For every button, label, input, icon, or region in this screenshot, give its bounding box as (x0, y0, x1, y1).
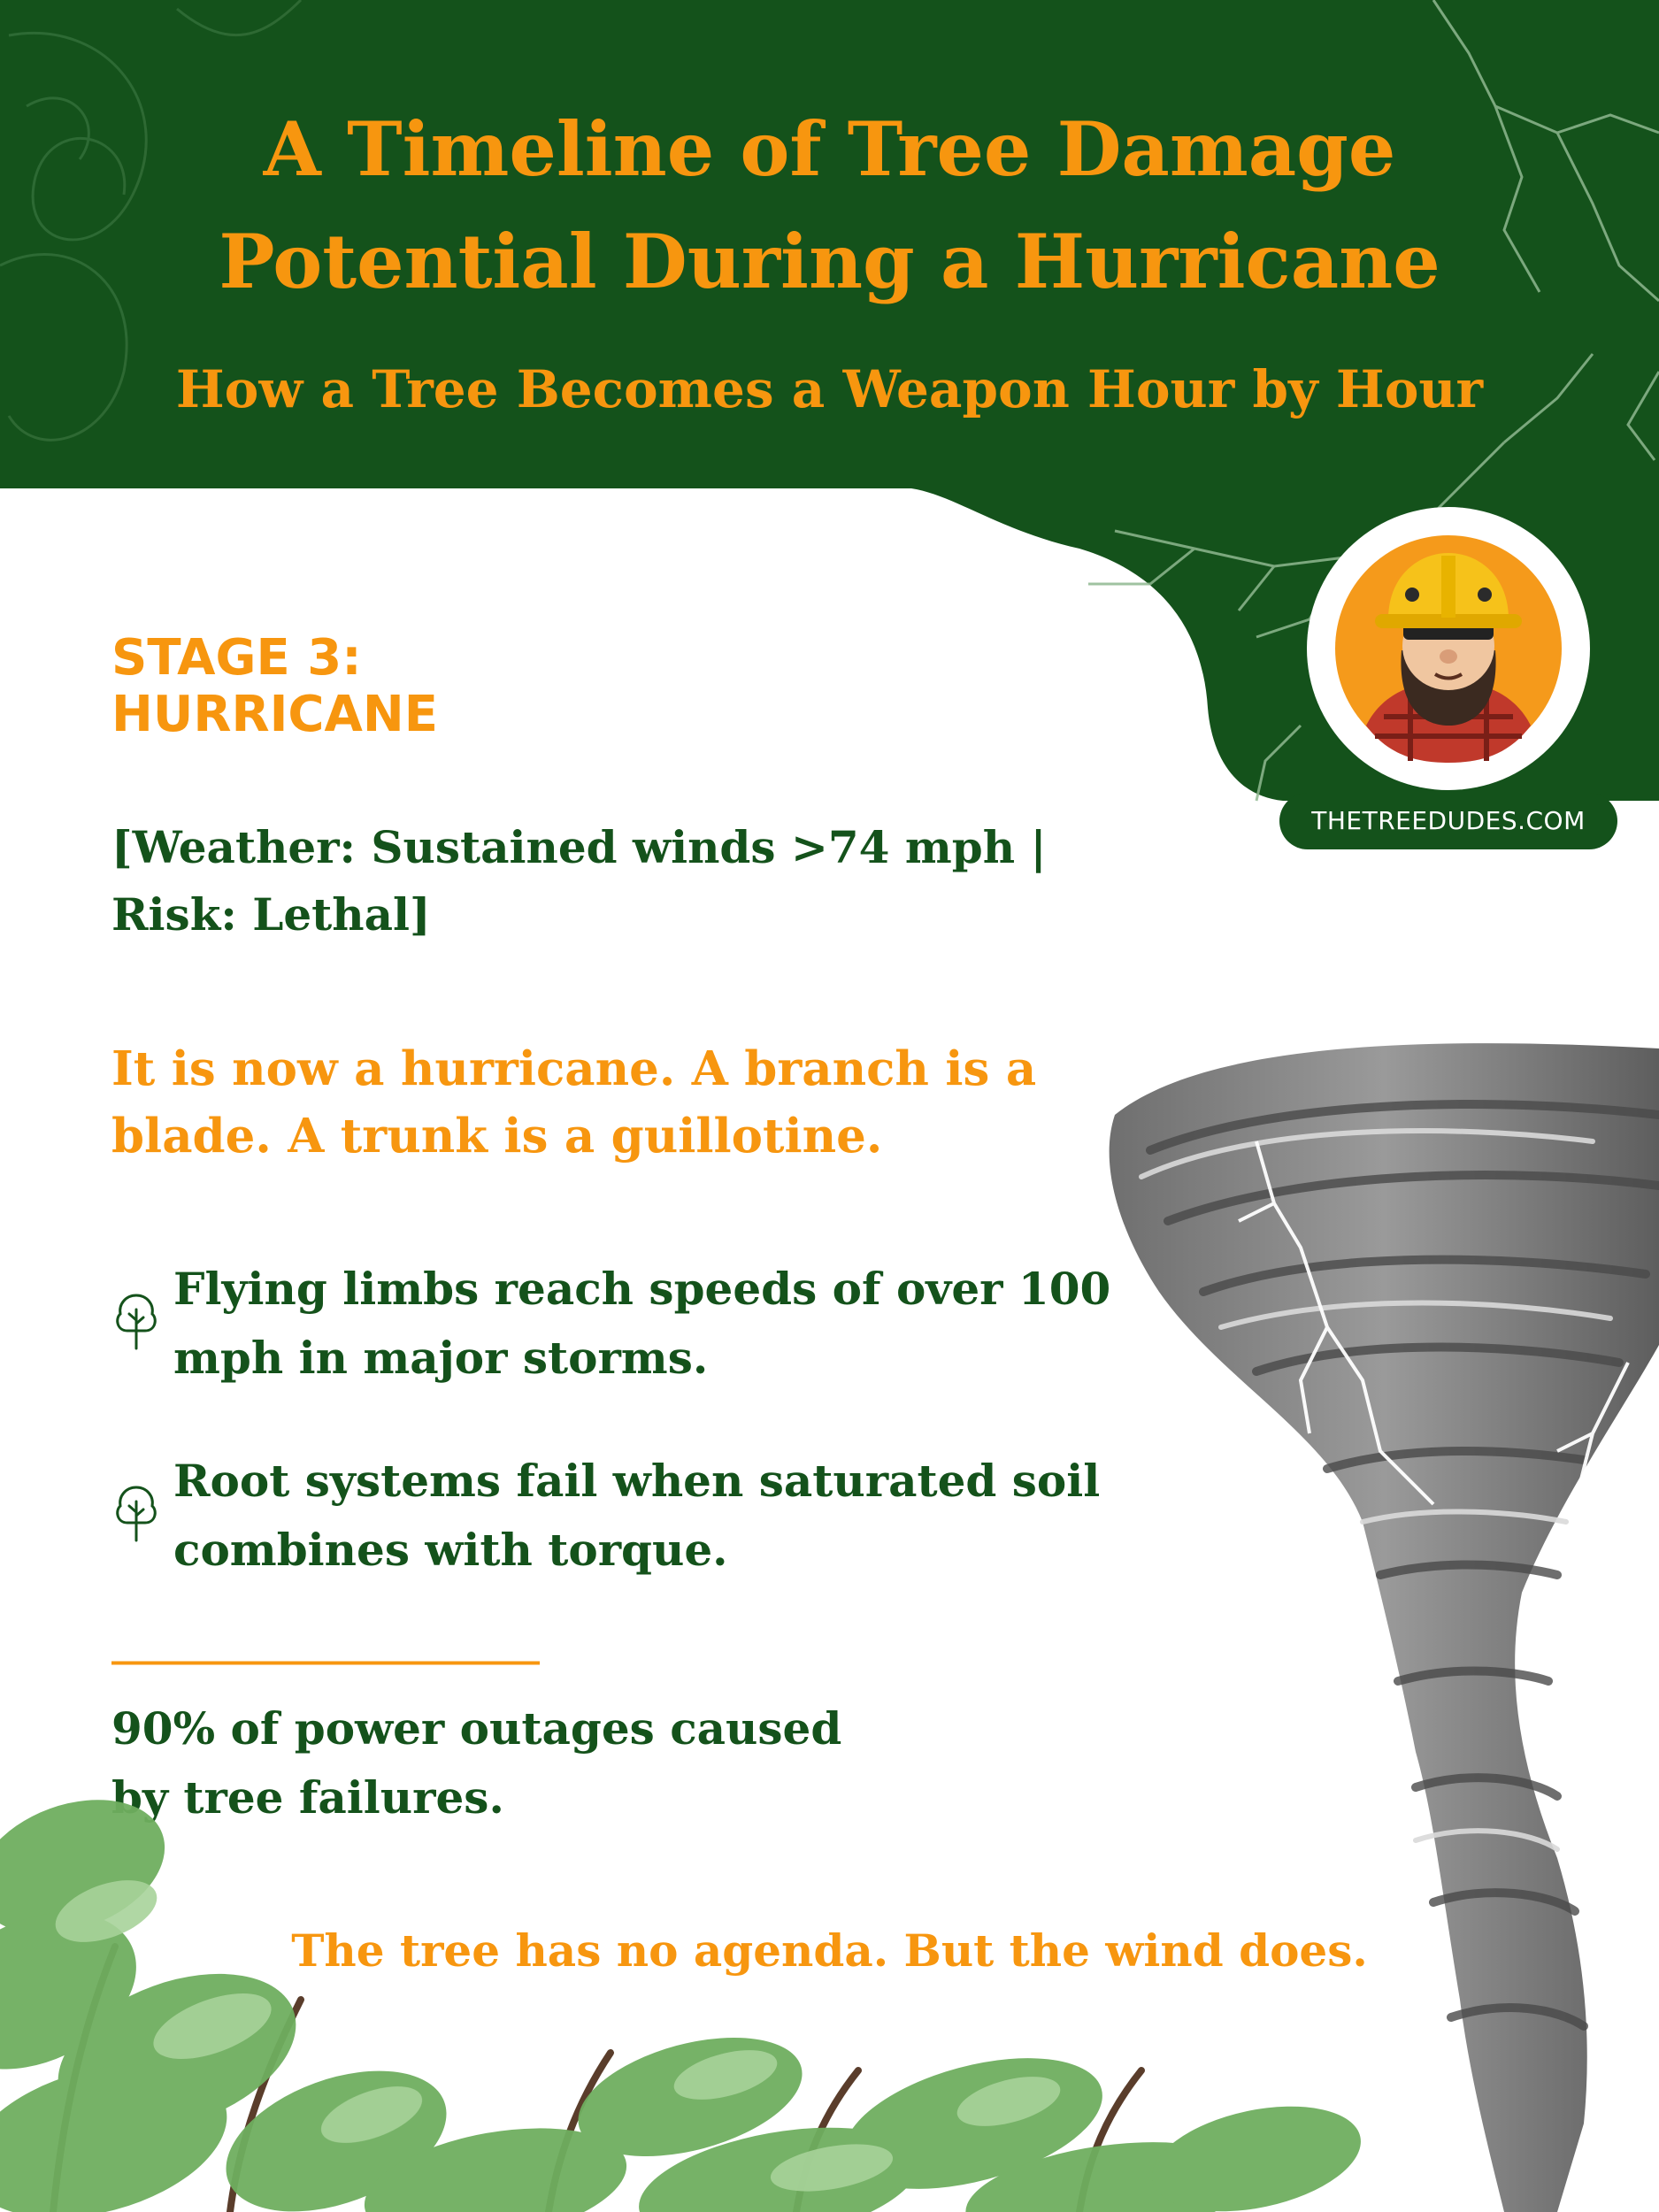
stat-text: 90% of power outages caused by tree failures. (111, 1702, 842, 1824)
bullet-text: Root systems fail when saturated soil combines with torque. (173, 1455, 1101, 1576)
stage-meta: [Weather: Sustained winds >74 mph | Risk: Lethal] (111, 821, 1047, 941)
title-line-1: A Timeline of Tree Damage (263, 105, 1396, 193)
bullet-text: Flying limbs reach speeds of over 100 mph in major storms. (173, 1263, 1111, 1384)
title-line-2: Potential During a Hurricane (219, 218, 1440, 305)
stage-heading-line-2: HURRICANE (111, 686, 438, 743)
divider-line: ______________________ (111, 1620, 540, 1665)
tagline: The tree has no agenda. But the wind does. (291, 1924, 1368, 1977)
stage-heading-line-1: STAGE 3: (111, 629, 362, 687)
page-subtitle: How a Tree Becomes a Weapon Hour by Hour (175, 359, 1484, 419)
stage-lead: It is now a hurricane. A branch is a blade. A trunk is a guillotine. (111, 1041, 1037, 1164)
site-badge[interactable]: THETREEDUDES.COM (1279, 793, 1617, 849)
